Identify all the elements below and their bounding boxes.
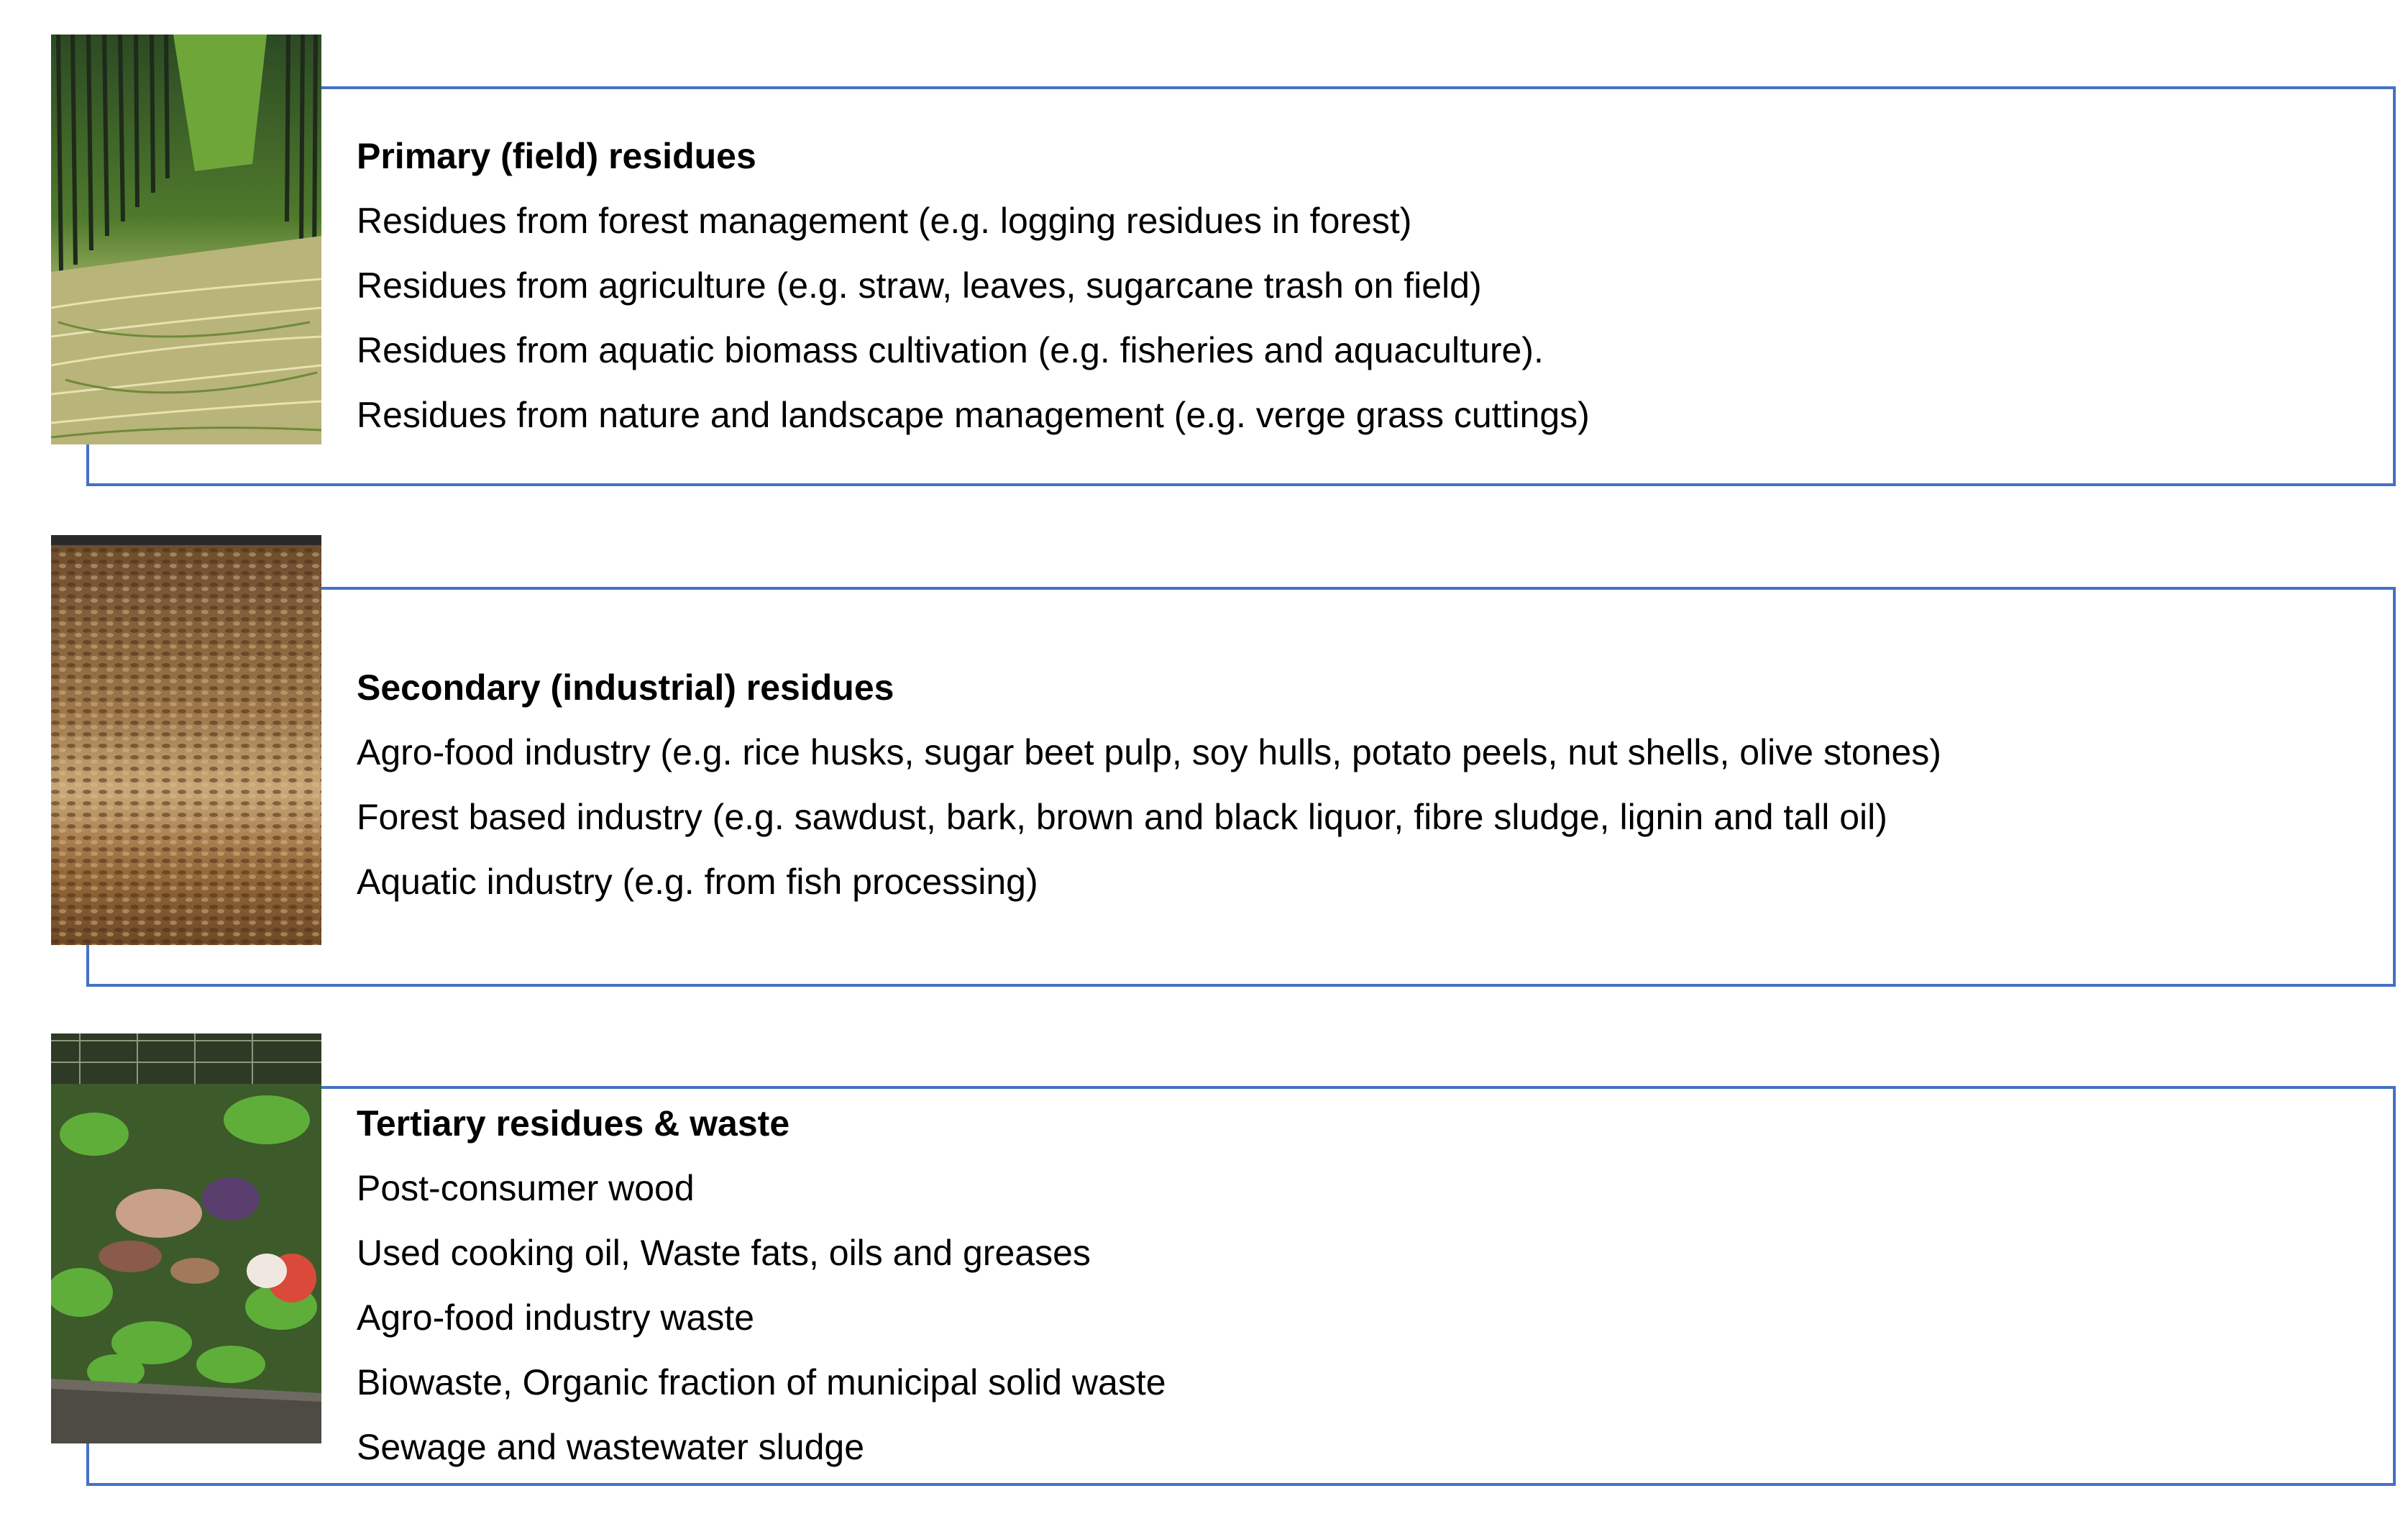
section-content bbox=[357, 124, 1590, 447]
section-title: Secondary (industrial) residues bbox=[357, 667, 894, 708]
list-item: Forest based industry (e.g. sawdust, bark, brown and black liquor, fibre sludge, lignin and tall oil) bbox=[357, 797, 1887, 837]
list-item: Biowaste, Organic fraction of municipal solid waste bbox=[357, 1362, 1166, 1402]
compost-bin-photo bbox=[51, 1034, 321, 1443]
sugarcane-field-photo bbox=[51, 35, 321, 444]
list-item: Residues from aquatic biomass cultivation (e.g. fisheries and aquaculture). bbox=[357, 330, 1544, 370]
section-title: Primary (field) residues bbox=[357, 136, 756, 176]
list-item: Residues from agriculture (e.g. straw, leaves, sugarcane trash on field) bbox=[357, 265, 1482, 306]
list-item: Agro-food industry (e.g. rice husks, sugar beet pulp, soy hulls, potato peels, nut shells, olive stones) bbox=[357, 732, 1941, 772]
section-content bbox=[357, 1091, 1166, 1479]
list-item: Sewage and wastewater sludge bbox=[357, 1427, 865, 1467]
list-item: Residues from nature and landscape management (e.g. verge grass cuttings) bbox=[357, 395, 1590, 435]
wood-chips-photo bbox=[51, 535, 321, 945]
list-item: Post-consumer wood bbox=[357, 1168, 695, 1208]
list-item: Used cooking oil, Waste fats, oils and greases bbox=[357, 1233, 1091, 1273]
list-item: Aquatic industry (e.g. from fish processing) bbox=[357, 862, 1038, 902]
section-content bbox=[357, 655, 1941, 914]
list-item: Residues from forest management (e.g. logging residues in forest) bbox=[357, 201, 1412, 241]
section-title: Tertiary residues & waste bbox=[357, 1103, 790, 1144]
list-item: Agro-food industry waste bbox=[357, 1297, 755, 1338]
